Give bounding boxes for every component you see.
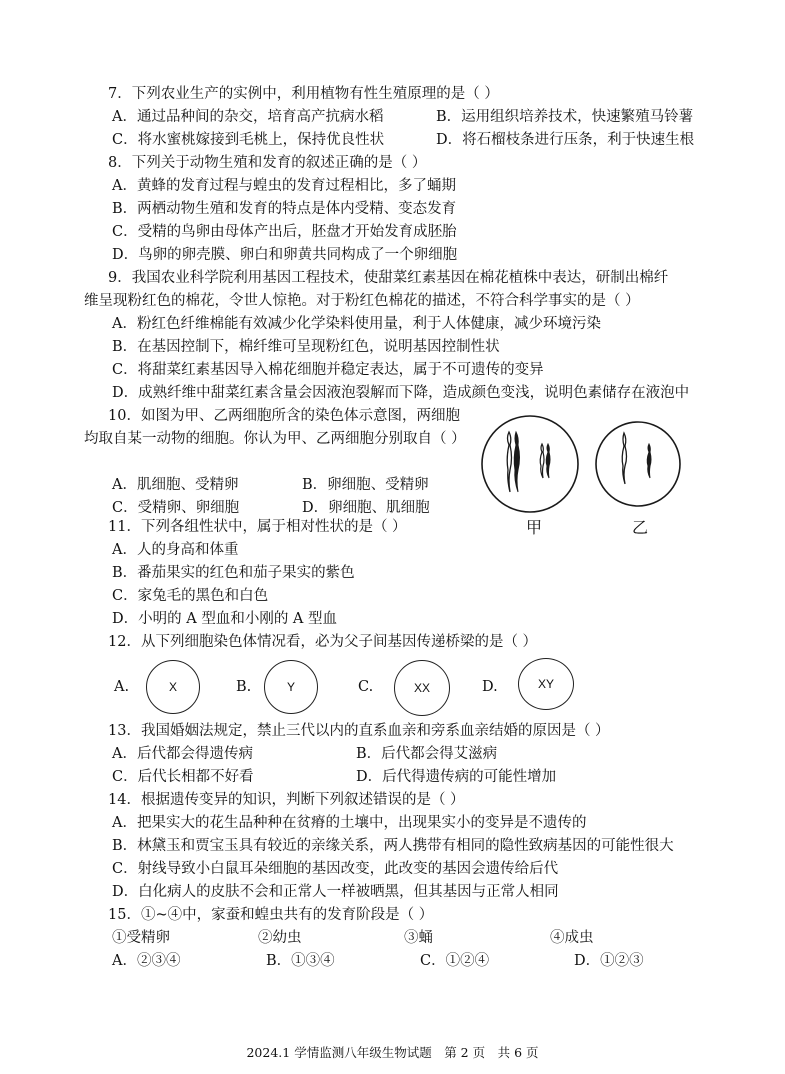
q11-option-a: A．人的身高和体重	[112, 542, 239, 558]
q12-cell-c-text: XX	[413, 681, 430, 695]
q7-option-b: B．运用组织培养技术，快速繁殖马铃薯	[436, 109, 694, 125]
q15-item-1: ①受精卵	[112, 930, 170, 946]
q8-option-d: D．鸟卵的卵壳膜、卵白和卵黄共同构成了一个卵细胞	[112, 247, 458, 263]
q10-option-b: B．卵细胞、受精卵	[302, 477, 429, 493]
q9-option-d: D．成熟纤维中甜菜红素含量会因液泡裂解而下降，造成颜色变浅，说明色素储存在液泡中	[112, 385, 690, 401]
q12-cell-a-text: X	[168, 680, 177, 694]
q13-option-b: B．后代都会得艾滋病	[356, 746, 498, 762]
chromosome-long-filled	[514, 432, 519, 492]
q14-stem: 14．根据遗传变异的知识，判断下列叙述错误的是（ ）	[108, 792, 465, 808]
label-yi: 乙	[632, 520, 649, 537]
q12-cell-d-text: XY	[537, 677, 554, 691]
q15-item-3: ③蛹	[404, 930, 433, 946]
q15-item-2: ②幼虫	[258, 930, 302, 946]
q10-stem-line1: 10．如图为甲、乙两细胞所含的染色体示意图，两细胞	[108, 408, 460, 424]
q12-option-a-letter: A.	[114, 679, 130, 695]
page-footer: 2024.1 学情监测八年级生物试题 第 2 页 共 6 页	[246, 1045, 539, 1060]
q12-cell-b-text: Y	[286, 680, 295, 694]
q7-option-a: A．通过品种间的杂交，培育高产抗病水稻	[112, 109, 384, 125]
q9-stem-line2: 维呈现粉红色的棉花，令世人惊艳。对于粉红色棉花的描述，不符合科学事实的是（ ）	[84, 293, 640, 309]
chromosome-long-outline-yi	[622, 433, 626, 484]
q12-cell-d	[518, 658, 574, 710]
q15-option-b: B．①③④	[266, 953, 335, 969]
q7-option-c: C．将水蜜桃嫁接到毛桃上，保持优良性状	[112, 132, 385, 148]
q8-option-c: C．受精的鸟卵由母体产出后，胚盘才开始发育成胚胎	[112, 224, 457, 240]
q10-option-d: D．卵细胞、肌细胞	[302, 500, 430, 516]
q8-option-a: A．黄蜂的发育过程与蝗虫的发育过程相比，多了蛹期	[112, 178, 456, 194]
q15-option-c: C．①②④	[420, 953, 490, 969]
q8-stem: 8．下列关于动物生殖和发育的叙述正确的是（ ）	[108, 155, 427, 171]
q12-option-d-letter: D.	[482, 679, 498, 695]
cell-yi	[596, 422, 680, 506]
q7-option-d: D．将石榴枝条进行压条，利于快速生根	[436, 132, 695, 148]
q11-option-d: D．小明的 A 型血和小刚的 A 型血	[112, 611, 338, 627]
chromosome-cell-diagram	[478, 408, 683, 543]
q12-stem: 12．从下列细胞染色体情况看，必为父子间基因传递桥梁的是（ ）	[108, 634, 538, 650]
q11-option-c: C．家兔毛的黑色和白色	[112, 588, 269, 604]
q7-stem: 7．下列农业生产的实例中，利用植物有性生殖原理的是（ ）	[108, 86, 499, 102]
q15-item-4: ④成虫	[550, 930, 594, 946]
q10-stem-line2: 均取自某一动物的细胞。你认为甲、乙两细胞分别取自（ ）	[84, 431, 466, 447]
chromosome-long-outline	[507, 432, 511, 492]
chromosome-short-filled	[546, 444, 550, 478]
chromosome-short-outline	[540, 444, 544, 478]
q14-option-b: B．林黛玉和贾宝玉具有较近的亲缘关系，两人携带有相同的隐性致病基因的可能性很大	[112, 838, 674, 854]
q15-stem: 15．①~④中，家蚕和蝗虫共有的发育阶段是（ ）	[108, 907, 434, 923]
q13-option-a: A．后代都会得遗传病	[112, 746, 253, 762]
q8-option-b: B．两栖动物生殖和发育的特点是体内受精、变态发育	[112, 201, 457, 217]
q9-stem-line1: 9．我国农业科学院利用基因工程技术，使甜菜红素基因在棉花植株中表达，研制出棉纤	[108, 270, 669, 286]
q12-option-c-letter: C.	[358, 679, 374, 695]
q14-option-a: A．把果实大的花生品种种在贫瘠的土壤中，出现果实小的变异是不遗传的	[112, 815, 587, 831]
q10-option-c: C．受精卵、卵细胞	[112, 500, 240, 516]
q9-option-a: A．粉红色纤维棉能有效减少化学染料使用量，利于人体健康，减少环境污染	[112, 316, 601, 332]
q9-option-c: C．将甜菜红素基因导入棉花细胞并稳定表达，属于不可遗传的变异	[112, 362, 544, 378]
q13-stem: 13．我国婚姻法规定，禁止三代以内的直系血亲和旁系血亲结婚的原因是（ ）	[108, 723, 610, 739]
q11-option-b: B．番茄果实的红色和茄子果实的紫色	[112, 565, 355, 581]
q15-option-a: A．②③④	[112, 953, 181, 969]
q15-option-d: D．①②③	[574, 953, 644, 969]
q12-cell-a	[146, 660, 200, 714]
q12-option-b-letter: B.	[236, 679, 252, 695]
q14-option-d: D．白化病人的皮肤不会和正常人一样被晒黑，但其基因与正常人相同	[112, 884, 559, 900]
chromosome-short-filled-yi	[647, 444, 651, 478]
cell-jia	[482, 416, 578, 512]
q9-option-b: B．在基因控制下，棉纤维可呈现粉红色，说明基因控制性状	[112, 339, 500, 355]
q10-option-a: A．肌细胞、受精卵	[112, 477, 239, 493]
q14-option-c: C．射线导致小白鼠耳朵细胞的基因改变，此改变的基因会遗传给后代	[112, 861, 559, 877]
q12-cell-b	[264, 660, 318, 714]
q11-stem: 11．下列各组性状中，属于相对性状的是（ ）	[108, 519, 407, 535]
label-jia: 甲	[526, 520, 543, 537]
q12-cell-c	[394, 660, 450, 716]
q13-option-c: C．后代长相都不好看	[112, 769, 254, 785]
q13-option-d: D．后代得遗传病的可能性增加	[356, 769, 557, 785]
